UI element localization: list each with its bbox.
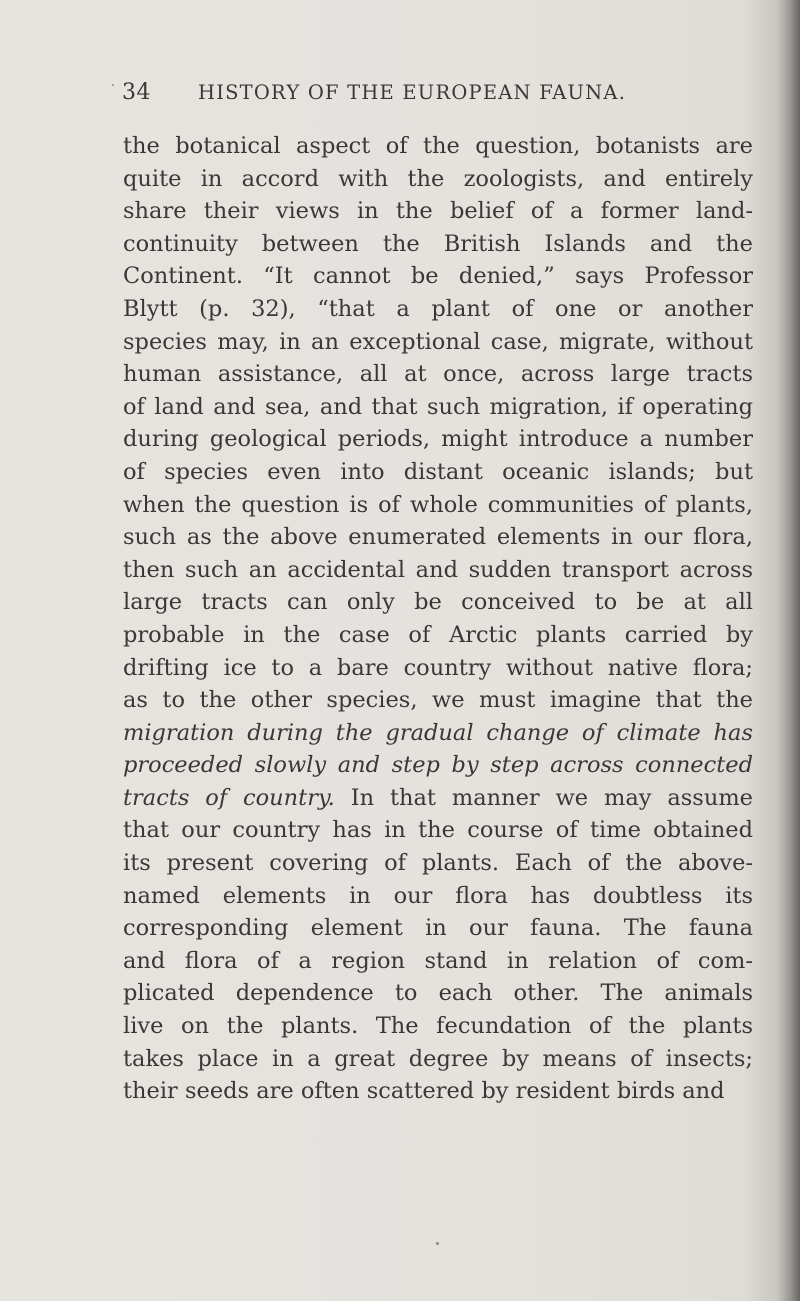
text-line: [123, 391, 753, 424]
text-line: [123, 358, 753, 391]
text-line: [123, 163, 753, 196]
text-line: [123, 717, 753, 750]
text-run: Blytt (p. 32), “that a plant of one or another: [123, 295, 753, 322]
text-run: its present covering of plants. Each of the above-: [123, 850, 753, 877]
text-run: live on the plants. The fecundation of the plants: [123, 1013, 753, 1040]
text-line: [123, 228, 753, 261]
text-line: [123, 293, 753, 326]
text-run: human assistance, all at once, across large tracts: [123, 361, 753, 388]
text-line: [123, 489, 753, 522]
text-line: [123, 977, 753, 1010]
text-line: [123, 456, 753, 489]
text-run: and flora of a region stand in relation of com-: [123, 947, 753, 974]
text-line: [123, 195, 753, 228]
print-speck: [436, 1242, 439, 1245]
print-speck: [112, 84, 114, 86]
text-line: [123, 814, 753, 847]
text-line: [123, 880, 753, 913]
running-head: HISTORY OF THE EUROPEAN FAUNA.: [198, 81, 627, 104]
text-run: that our country has in the course of time obtained: [123, 817, 753, 844]
text-line: [123, 326, 753, 359]
text-line: [123, 260, 753, 293]
italic-text-run: migration during the gradual change of climate has: [123, 719, 753, 746]
text-run: the botanical aspect of the question, botanists are: [123, 133, 753, 159]
text-run: when the question is of whole communities of plants,: [123, 491, 753, 518]
text-run: then such an accidental and sudden transport across: [123, 556, 753, 583]
text-line: [123, 521, 753, 554]
text-line: [123, 847, 753, 880]
text-line: [123, 1075, 753, 1108]
text-run: as to the other species, we must imagine that the: [123, 687, 753, 714]
italic-text-run: tracts of country.: [123, 784, 335, 811]
body-text: [123, 130, 753, 1108]
text-line: [123, 130, 753, 163]
page-header: [0, 80, 800, 110]
text-run: In that manner we may assume: [334, 784, 753, 811]
text-run: Continent. “It cannot be denied,” says Professor: [123, 263, 753, 290]
text-run: continuity between the British Islands and the: [123, 230, 753, 257]
text-line: [123, 749, 753, 782]
text-line: [123, 652, 753, 685]
italic-text-run: proceeded slowly and step by step across connected: [123, 752, 753, 779]
text-run: corresponding element in our fauna. The fauna: [123, 915, 753, 942]
text-run: such as the above enumerated elements in our flora,: [123, 524, 753, 551]
text-line: [123, 1043, 753, 1076]
text-line: [123, 945, 753, 978]
text-line: [123, 782, 753, 815]
text-line: [123, 684, 753, 717]
text-run: share their views in the belief of a former land-: [123, 198, 753, 225]
text-run: large tracts can only be conceived to be at all: [123, 589, 753, 616]
text-line: [123, 554, 753, 587]
text-line: [123, 912, 753, 945]
text-run: their seeds are often scattered by resident birds and: [123, 1078, 725, 1105]
text-run: species may, in an exceptional case, migrate, without: [123, 328, 753, 355]
text-run: takes place in a great degree by means of insects;: [123, 1045, 753, 1072]
text-run: drifting ice to a bare country without native flora;: [123, 654, 753, 681]
text-run: of land and sea, and that such migration, if operating: [123, 393, 753, 420]
text-run: probable in the case of Arctic plants carried by: [123, 621, 753, 648]
text-line: [123, 1010, 753, 1043]
text-line: [123, 619, 753, 652]
text-run: of species even into distant oceanic islands; but: [123, 458, 753, 485]
page-number: 34: [122, 80, 151, 105]
text-line: [123, 423, 753, 456]
text-run: named elements in our flora has doubtless its: [123, 882, 753, 909]
text-line: [123, 586, 753, 619]
text-run: during geological periods, might introduce a number: [123, 426, 753, 453]
text-run: quite in accord with the zoologists, and entirely: [123, 165, 753, 192]
text-run: plicated dependence to each other. The animals: [123, 980, 753, 1007]
page-edge-shadow: [778, 0, 800, 1301]
